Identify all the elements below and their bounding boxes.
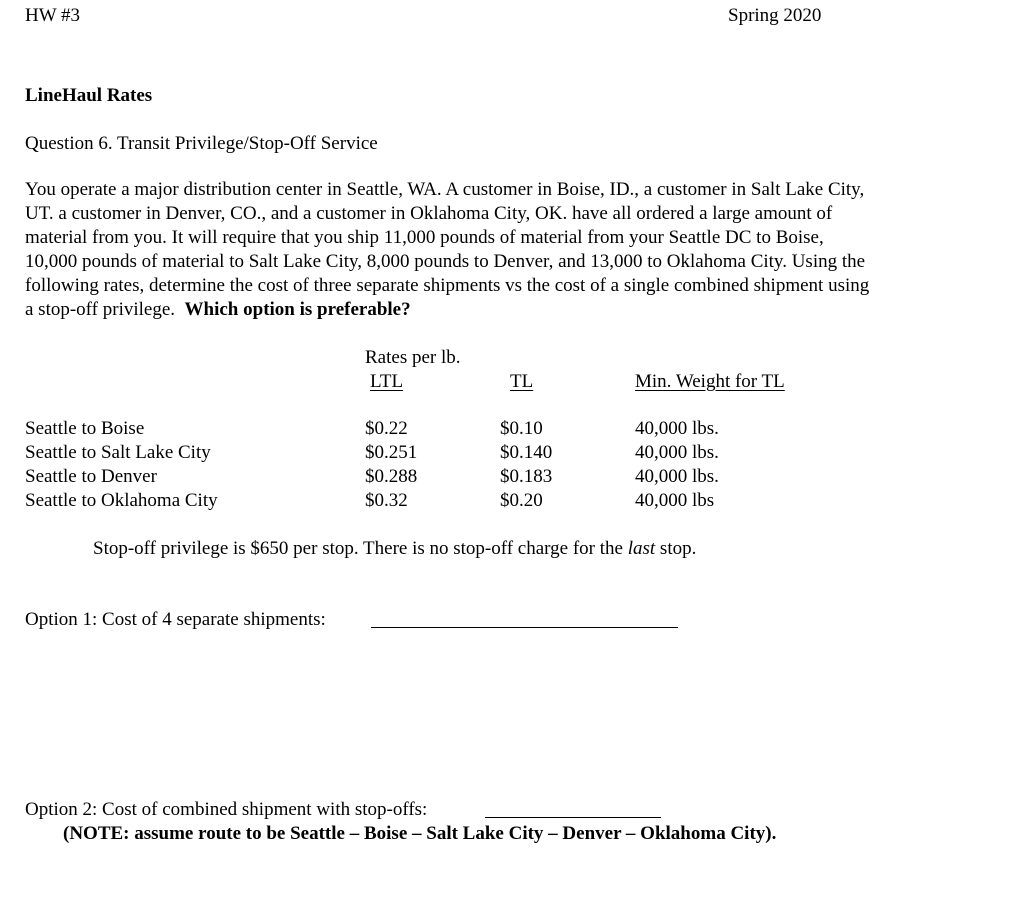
problem-line: 10,000 pounds of material to Salt Lake City, 8,000 pounds to Denver, and 13,000 to Oklahoma City. Using the [25,251,866,272]
option1-label: Option 1: Cost of 4 separate shipments: [25,609,326,630]
min-cell: 40,000 lbs [635,490,715,511]
option2-note: (NOTE: assume route to be Seattle – Boise – Salt Lake City – Denver – Oklahoma City). [63,823,777,844]
rates-caption: Rates per lb. [365,347,461,368]
min-cell: 40,000 lbs. [635,442,719,463]
header-min-weight: Min. Weight for TL [635,371,785,392]
option2-label: Option 2: Cost of combined shipment with stop-offs: [25,799,428,820]
option1-answer-line[interactable] [371,627,678,628]
tl-cell: $0.183 [500,466,553,487]
stopoff-text-end: stop. [655,538,697,559]
route-cell: Seattle to Boise [25,418,145,439]
stopoff-text: Stop-off privilege is $650 per stop. There is no stop-off charge for the [93,538,628,559]
route-cell: Seattle to Salt Lake City [25,442,211,463]
problem-line: following rates, determine the cost of three separate shipments vs the cost of a single combined shipment using [25,275,870,296]
question-title: Question 6. Transit Privilege/Stop-Off Service [25,133,378,154]
tl-cell: $0.10 [500,418,543,439]
header-right: Spring 2020 [728,5,822,26]
tl-cell: $0.140 [500,442,553,463]
min-cell: 40,000 lbs. [635,418,719,439]
stopoff-emphasis: last [627,538,656,559]
route-cell: Seattle to Oklahoma City [25,490,218,511]
header-left: HW #3 [25,5,81,26]
problem-question: Which option is preferable? [184,299,411,320]
route-cell: Seattle to Denver [25,466,157,487]
problem-line-text: a stop-off privilege. [25,299,176,320]
stopoff-note [93,537,696,561]
header-tl: TL [510,371,534,392]
ltl-cell: $0.32 [365,490,408,511]
ltl-cell: $0.22 [365,418,408,439]
ltl-cell: $0.288 [365,466,418,487]
ltl-cell: $0.251 [365,442,418,463]
option2-answer-line[interactable] [485,817,661,818]
problem-statement [25,178,965,322]
problem-line: material from you. It will require that you ship 11,000 pounds of material from your Seattle DC to Boise, [25,227,824,248]
problem-line: UT. a customer in Denver, CO., and a customer in Oklahoma City, OK. have all ordered a large amount of [25,203,833,224]
tl-cell: $0.20 [500,490,543,511]
problem-line-last [25,298,965,322]
problem-line: You operate a major distribution center in Seattle, WA. A customer in Boise, ID., a customer in Salt Lake City, [25,179,865,200]
header-ltl: LTL [370,371,404,392]
min-cell: 40,000 lbs. [635,466,719,487]
section-title: LineHaul Rates [25,85,153,106]
